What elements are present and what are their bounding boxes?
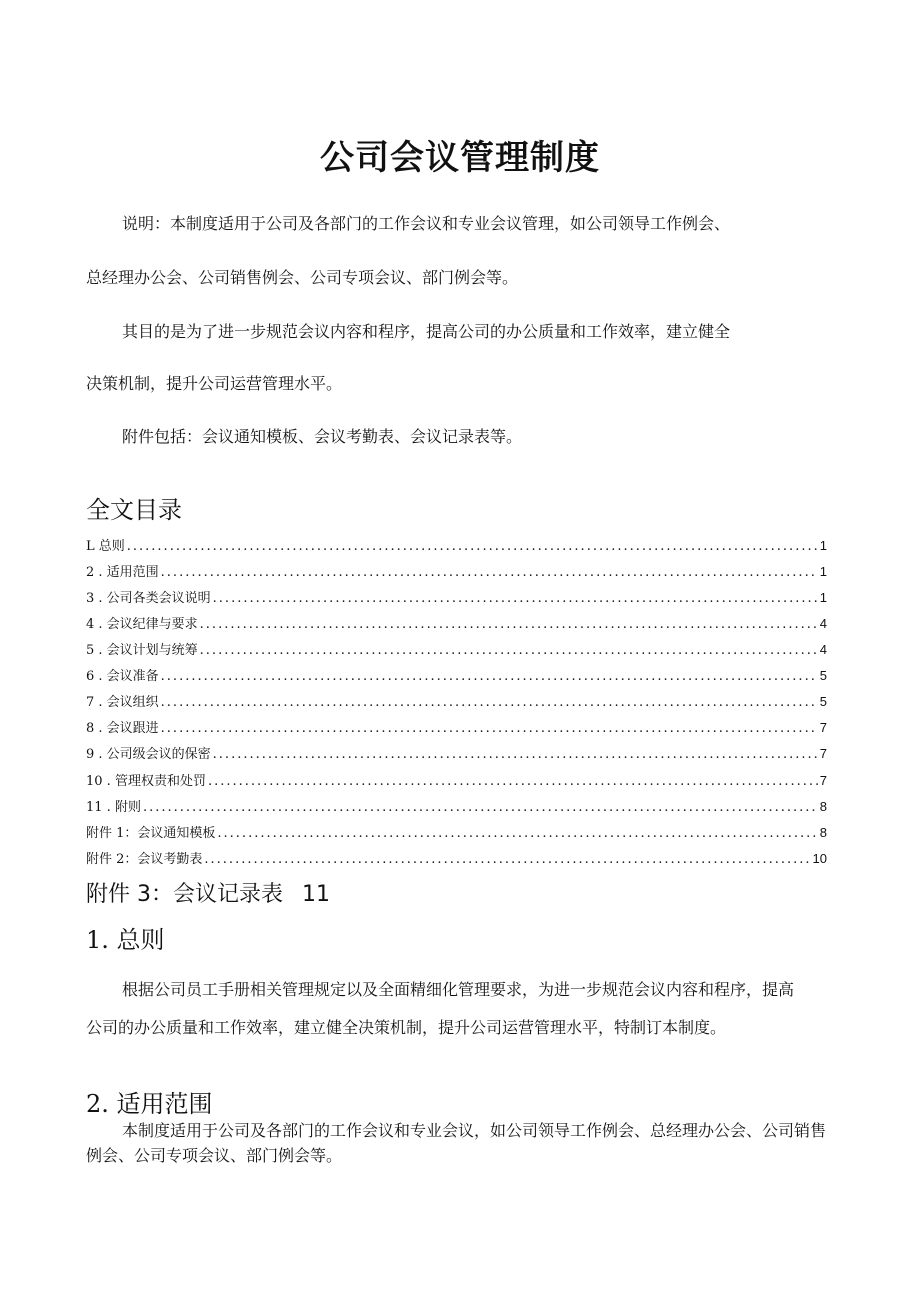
intro-line: 其目的是为了进一步规范会议内容和程序，提高公司的办公质量和工作效率，建立健全 [122,322,731,341]
toc-entry-page: 1 [819,538,827,553]
toc-entry-page: 11 [302,882,330,907]
section-paragraph-line: 公司的办公质量和工作效率，建立健全决策机制，提升公司运营管理水平，特制订本制度。 [86,1018,727,1037]
toc-leader [217,825,817,843]
toc-entry-label: 附件 2：会议考勤表 [86,852,203,867]
toc-entry-label: 10 . 管理权责和处罚 [86,774,206,789]
toc-entry-last[interactable] [86,877,330,908]
toc-entry-label: 2 . 适用范围 [86,565,159,580]
toc-entry-label: 11 . 附则 [86,800,141,815]
toc-entry-label: L 总则 [86,539,125,554]
toc-entry-page: 8 [819,825,827,840]
toc-entry[interactable] [86,719,827,738]
toc-entry-label: 7 . 会议组织 [86,695,159,710]
toc-entry[interactable] [86,824,827,843]
toc-entry-label: 4 . 会议纪律与要求 [86,617,198,632]
toc-entry-label: 5 . 会议计划与统筹 [86,643,198,658]
toc-entry-page: 4 [819,616,827,631]
toc-entry[interactable] [86,641,827,660]
toc-entry-page: 4 [819,642,827,657]
toc-entry-page: 7 [819,746,827,761]
toc-entry[interactable] [86,693,827,712]
toc-leader [161,668,818,686]
toc-entry-label: 6 . 会议准备 [86,669,159,684]
toc-entry[interactable] [86,772,827,791]
toc-entry-page: 10 [812,851,827,866]
toc-leader [143,799,818,817]
toc-entry-label: 3 . 公司各类会议说明 [86,591,211,606]
toc-leader [127,538,818,556]
toc-entry[interactable] [86,589,827,608]
toc-entry-label: 附件 3：会议记录表 [86,882,283,907]
toc-leader [161,720,818,738]
section-heading: 1. 总则 [86,926,165,954]
toc-heading: 全文目录 [86,496,182,524]
section-paragraph: 本制度适用于公司及各部门的工作会议和专业会议，如公司领导工作例会、总经理办公会、公司销售例会、公司专项会议、部门例会等。 [86,1121,827,1165]
toc-entry[interactable] [86,563,827,582]
intro-line: 决策机制，提升公司运营管理水平。 [86,374,343,393]
toc-entry-page: 7 [819,773,827,788]
toc-entry-page: 1 [819,564,827,579]
toc-leader [200,616,818,634]
toc-entry[interactable] [86,615,827,634]
intro-line: 说明：本制度适用于公司及各部门的工作会议和专业会议管理，如公司领导工作例会、 [122,214,731,233]
page-title: 公司会议管理制度 [320,138,600,178]
toc-leader [161,564,818,582]
toc-entry-page: 5 [819,668,827,683]
section-heading: 2. 适用范围 [86,1090,213,1118]
toc-entry[interactable] [86,798,827,817]
intro-line: 附件包括：会议通知模板、会议考勤表、会议记录表等。 [122,427,523,446]
toc-entry-page: 5 [819,694,827,709]
toc-entry[interactable] [86,850,827,869]
section-paragraph-line: 根据公司员工手册相关管理规定以及全面精细化管理要求，为进一步规范会议内容和程序，提高 [122,980,795,999]
toc-leader [213,590,818,608]
toc-leader [208,773,818,791]
intro-line: 总经理办公会、公司销售例会、公司专项会议、部门例会等。 [86,268,519,287]
toc-entry-label: 附件 1：会议通知模板 [86,826,216,841]
toc-entry-label: 8 . 会议跟进 [86,721,159,736]
toc-entry-page: 7 [819,720,827,735]
toc-entry[interactable] [86,537,827,556]
toc-entry[interactable] [86,667,827,686]
toc-leader [161,694,818,712]
toc-entry-page: 8 [819,799,827,814]
toc-leader [213,746,818,764]
toc-entry[interactable] [86,745,827,764]
toc-leader [200,642,818,660]
toc-entry-label: 9 . 公司级会议的保密 [86,747,211,762]
toc-entry-page: 1 [819,590,827,605]
toc-leader [204,851,810,869]
